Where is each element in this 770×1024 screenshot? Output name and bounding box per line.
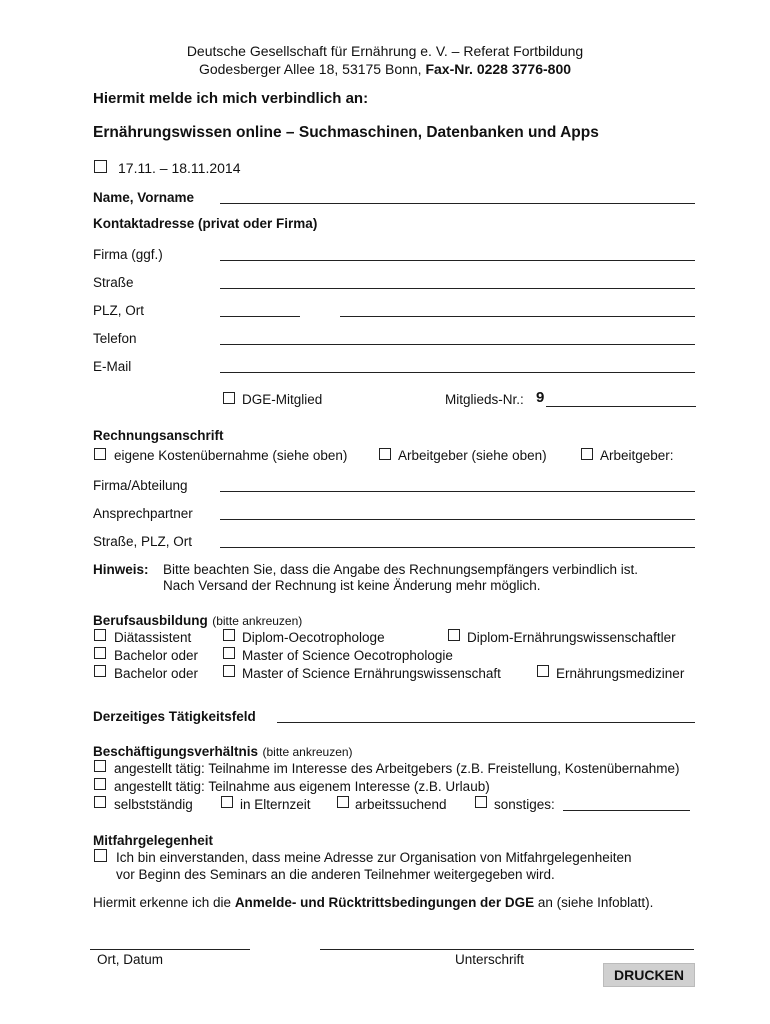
billing-self-label: eigene Kostenübernahme (siehe oben) bbox=[114, 448, 348, 463]
employment-parental-label: in Elternzeit bbox=[240, 797, 311, 812]
carpool-heading: Mitfahrgelegenheit bbox=[93, 833, 214, 848]
carpool-line-1: Ich bin einverstanden, dass meine Adresse zur Organisation von Mitfahrgelegenheiten bbox=[116, 850, 632, 865]
intro-heading: Hiermit melde ich mich verbindlich an: bbox=[93, 90, 369, 107]
employment-self-label: selbstständig bbox=[114, 797, 193, 812]
edu-diplom-nutrition-label: Diplom-Ernährungswissenschaftler bbox=[467, 630, 676, 645]
employment-parental-checkbox[interactable] bbox=[221, 796, 233, 808]
employment-seeking-checkbox[interactable] bbox=[337, 796, 349, 808]
member-no-line[interactable] bbox=[546, 406, 696, 407]
edu-master-oeco-label: Master of Science Oecotrophologie bbox=[242, 648, 453, 663]
edu-nutrition-physician-label: Ernährungsmediziner bbox=[556, 666, 685, 681]
current-field-line[interactable] bbox=[277, 722, 695, 723]
date-checkbox[interactable] bbox=[94, 160, 107, 173]
member-no-label: Mitglieds-Nr.: bbox=[445, 392, 524, 407]
notice-label: Hinweis: bbox=[93, 562, 149, 577]
email-line[interactable] bbox=[220, 372, 695, 373]
notice-line-2: Nach Versand der Rechnung ist keine Änderung mehr möglich. bbox=[163, 578, 541, 593]
edu-diplom-nutrition-checkbox[interactable] bbox=[448, 629, 460, 641]
print-button[interactable]: DRUCKEN bbox=[603, 963, 695, 987]
employment-self-checkbox[interactable] bbox=[94, 796, 106, 808]
billing-employer-label: Arbeitgeber: bbox=[600, 448, 674, 463]
header-address: Godesberger Allee 18, 53175 Bonn, bbox=[198, 61, 426, 77]
billing-employer-above-label: Arbeitgeber (siehe oben) bbox=[398, 448, 547, 463]
edu-bachelor-1-checkbox[interactable] bbox=[94, 647, 106, 659]
employment-heading: Beschäftigungsverhältnis bbox=[93, 744, 259, 759]
terms-statement bbox=[93, 895, 653, 910]
edu-dietitian-label: Diätassistent bbox=[114, 630, 192, 645]
edu-bachelor-2-checkbox[interactable] bbox=[94, 665, 106, 677]
dge-member-checkbox[interactable] bbox=[223, 392, 235, 404]
employment-seeking-label: arbeitssuchend bbox=[355, 797, 447, 812]
employment-other-checkbox[interactable] bbox=[475, 796, 487, 808]
contact-heading: Kontaktadresse (privat oder Firma) bbox=[93, 216, 318, 231]
edu-bachelor-1-label: Bachelor oder bbox=[114, 648, 199, 663]
signature-line[interactable] bbox=[320, 949, 694, 950]
member-no-value[interactable]: 9 bbox=[536, 389, 545, 406]
street-label: Straße bbox=[93, 275, 134, 290]
edu-diplom-oeco-checkbox[interactable] bbox=[223, 629, 235, 641]
header-line-2 bbox=[0, 61, 770, 77]
edu-master-oeco-checkbox[interactable] bbox=[223, 647, 235, 659]
notice-line-1: Bitte beachten Sie, dass die Angabe des Rechnungsempfängers verbindlich ist. bbox=[163, 562, 639, 577]
edu-diplom-oeco-label: Diplom-Oecotrophologe bbox=[242, 630, 385, 645]
zip-city-label: PLZ, Ort bbox=[93, 303, 145, 318]
employment-heading-row bbox=[93, 743, 353, 761]
edu-master-nutrition-label: Master of Science Ernährungswissenschaft bbox=[242, 666, 501, 681]
billing-employer-checkbox[interactable] bbox=[581, 448, 593, 460]
billing-address-label: Straße, PLZ, Ort bbox=[93, 534, 193, 549]
signature-label: Unterschrift bbox=[455, 952, 525, 967]
employment-own-interest-checkbox[interactable] bbox=[94, 778, 106, 790]
phone-label: Telefon bbox=[93, 331, 137, 346]
place-date-label: Ort, Datum bbox=[97, 952, 164, 967]
company-line[interactable] bbox=[220, 260, 695, 261]
employment-hint: (bitte ankreuzen) bbox=[262, 745, 353, 759]
name-line[interactable] bbox=[220, 203, 695, 204]
billing-heading: Rechnungsanschrift bbox=[93, 428, 224, 443]
billing-address-line[interactable] bbox=[220, 547, 695, 548]
zip-line[interactable] bbox=[220, 316, 300, 317]
carpool-line-2: vor Beginn des Seminars an die anderen Teilnehmer weitergegeben wird. bbox=[116, 867, 555, 882]
employment-own-interest-label: angestellt tätig: Teilnahme aus eigenem Interesse (z.B. Urlaub) bbox=[114, 779, 490, 794]
terms-pre: Hiermit erkenne ich die bbox=[93, 895, 235, 910]
education-heading: Berufsausbildung bbox=[93, 613, 208, 628]
terms-post: an (siehe Infoblatt). bbox=[534, 895, 654, 910]
date-option: 17.11. – 18.11.2014 bbox=[118, 160, 241, 176]
name-label: Name, Vorname bbox=[93, 190, 195, 205]
employment-other-label: sonstiges: bbox=[494, 797, 555, 812]
email-label: E-Mail bbox=[93, 359, 132, 374]
employment-employer-interest-checkbox[interactable] bbox=[94, 760, 106, 772]
billing-self-checkbox[interactable] bbox=[94, 448, 106, 460]
terms-bold: Anmelde- und Rücktrittsbedingungen der DGE bbox=[234, 895, 535, 910]
employment-employer-interest-label: angestellt tätig: Teilnahme im Interesse des Arbeitgebers (z.B. Freistellung, Kostenübernahme) bbox=[114, 761, 680, 776]
edu-master-nutrition-checkbox[interactable] bbox=[223, 665, 235, 677]
carpool-checkbox[interactable] bbox=[94, 849, 107, 862]
header-fax: Fax-Nr. 0228 3776-800 bbox=[425, 61, 572, 77]
dge-member-label: DGE-Mitglied bbox=[242, 392, 323, 407]
edu-nutrition-physician-checkbox[interactable] bbox=[537, 665, 549, 677]
header-line-1: Deutsche Gesellschaft für Ernährung e. V. – Referat Fortbildung bbox=[186, 43, 584, 59]
street-line[interactable] bbox=[220, 288, 695, 289]
contact-person-label: Ansprechpartner bbox=[93, 506, 193, 521]
education-hint: (bitte ankreuzen) bbox=[212, 614, 303, 628]
billing-employer-above-checkbox[interactable] bbox=[379, 448, 391, 460]
company-dept-label: Firma/Abteilung bbox=[93, 478, 188, 493]
contact-person-line[interactable] bbox=[220, 519, 695, 520]
edu-bachelor-2-label: Bachelor oder bbox=[114, 666, 199, 681]
education-heading-row bbox=[93, 612, 302, 630]
place-date-line[interactable] bbox=[90, 949, 250, 950]
employment-other-line[interactable] bbox=[563, 810, 690, 811]
current-field-label: Derzeitiges Tätigkeitsfeld bbox=[93, 709, 256, 724]
course-title: Ernährungswissen online – Suchmaschinen, Datenbanken und Apps bbox=[93, 124, 599, 141]
edu-dietitian-checkbox[interactable] bbox=[94, 629, 106, 641]
city-line[interactable] bbox=[340, 316, 695, 317]
phone-line[interactable] bbox=[220, 344, 695, 345]
company-dept-line[interactable] bbox=[220, 491, 695, 492]
company-label: Firma (ggf.) bbox=[93, 247, 163, 262]
